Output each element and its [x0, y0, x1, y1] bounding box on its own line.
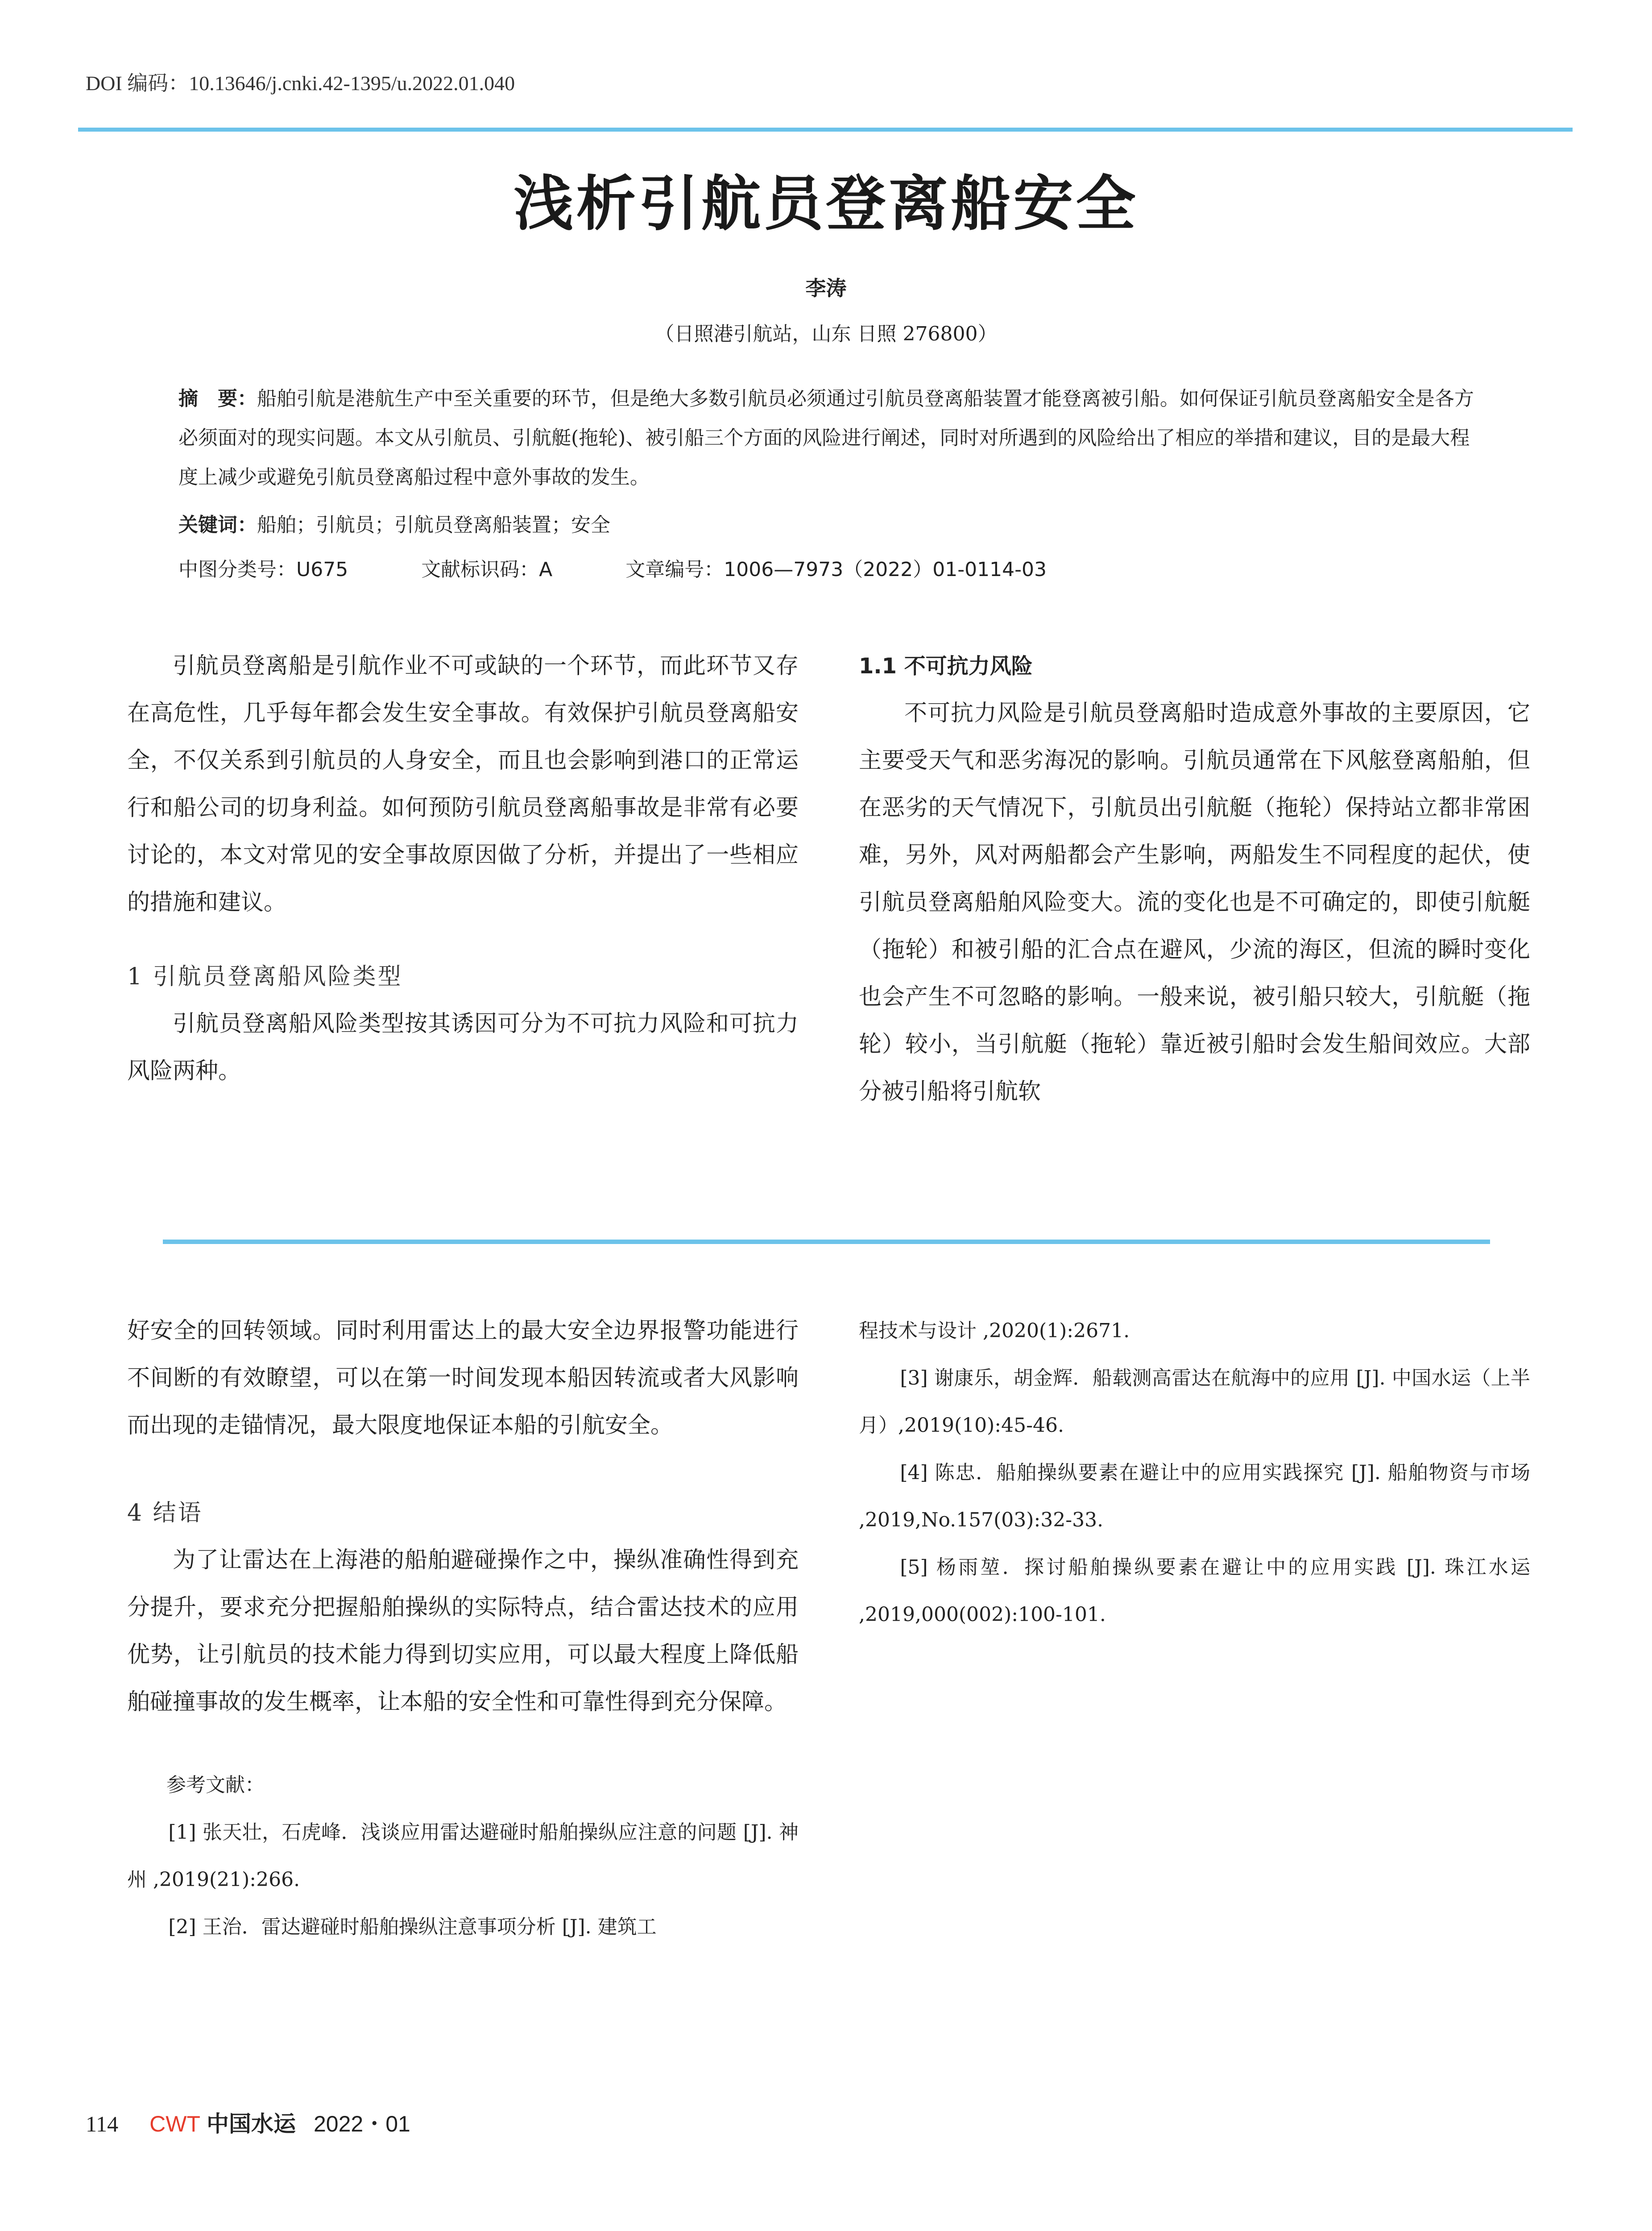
keywords — [178, 509, 610, 537]
section-1-paragraph: 引航员登离船风险类型按其诱因可分为不可抗力风险和可抗力风险两种。 — [127, 1011, 799, 1084]
intro-paragraph: 引航员登离船是引航作业不可或缺的一个环节，而此环节又存在高危性，几乎每年都会发生安全事故。有效保护引航员登离船安全，不仅关系到引航员的人身安全，而且也会影响到港口的正常运行和船公司的切身利益。如何预防引航员登离船事故是非常有必要讨论的，本文对常见的安全事故原因做了分析，并提出了一些相应的措施和建议。 — [127, 653, 799, 916]
references-right — [859, 1307, 1530, 1638]
abstract-label: 摘 要： — [178, 387, 257, 410]
abstract — [178, 379, 1486, 497]
clc-code: 中图分类号：U675 — [178, 558, 348, 581]
keywords-text: 船舶；引航员；引航员登离船装置；安全 — [257, 514, 610, 536]
journal-name: 中国水运 — [207, 2111, 296, 2137]
article-title: 浅析引航员登离船安全 — [513, 168, 1139, 239]
issue-date: 2022・01 — [314, 2111, 410, 2136]
article-number: 文章编号：1006—7973（2022）01-0114-03 — [625, 558, 1047, 581]
page-number: 114 — [86, 2111, 119, 2136]
section-4-paragraph: 为了让雷达在上海港的船舶避碰操作之中，操纵准确性得到充分提升，要求充分把握船舶操纵的实际特点，结合雷达技术的应用优势，让引航员的技术能力得到切实应用，可以最大程度上降低船舶碰撞事故的发生概率，让本船的安全性和可靠性得到充分保障。 — [127, 1547, 799, 1715]
classification-line — [178, 553, 1114, 582]
reference-5: [5] 杨雨堃．探讨船舶操纵要素在避让中的应用实践 [J]. 珠江水运 ,2019,000(002):100-101. — [859, 1556, 1530, 1626]
author: 李涛 — [805, 276, 847, 300]
doi-line: DOI 编码：10.13646/j.cnki.42-1395/u.2022.01.040 — [86, 72, 515, 95]
continued-paragraph: 好安全的回转领域。同时利用雷达上的最大安全边界报警功能进行不间断的有效瞭望，可以在第一时间发现本船因转流或者大风影响而出现的走锚情况，最大限度地保证本船的引航安全。 — [127, 1318, 799, 1439]
section-1-1-heading: 1.1 不可抗力风险 — [859, 654, 1033, 679]
keywords-label: 关键词： — [178, 514, 257, 536]
reference-1: [1] 张天壮，石虎峰．浅谈应用雷达避碰时船舶操纵应注意的问题 [J]. 神州 ,2019(21):266. — [127, 1821, 799, 1891]
cwt-logo: CWT — [149, 2111, 200, 2136]
references-left — [127, 1762, 799, 1951]
affiliation: （日照港引航站，山东 日照 276800） — [654, 323, 998, 345]
reference-2-continued: 程技术与设计 ,2020(1):2671. — [859, 1319, 1130, 1342]
section-1-1-paragraph: 不可抗力风险是引航员登离船时造成意外事故的主要原因，它主要受天气和恶劣海况的影响。引航员通常在下风舷登离船舶，但在恶劣的天气情况下，引航员出引航艇（拖轮）保持站立都非常困难，另外，风对两船都会产生影响，两船发生不同程度的起伏，使引航员登离船舶风险变大。流的变化也是不可确定的，即使引航艇（拖轮）和被引船的汇合点在避风，少流的海区，但流的瞬时变化也会产生不可忽略的影响。一般来说，被引船只较大，引航艇（拖轮）较小，当引航艇（拖轮）靠近被引船时会发生船间效应。大部分被引船将引航软 — [859, 700, 1530, 1105]
middle-rule — [163, 1240, 1490, 1244]
document-code: 文献标识码：A — [421, 558, 553, 581]
reference-2: [2] 王治．雷达避碰时船舶操纵注意事项分析 [J]. 建筑工 — [168, 1916, 657, 1938]
reference-3: [3] 谢康乐，胡金辉．船载测高雷达在航海中的应用 [J]. 中国水运（上半月）,2019(10):45-46. — [859, 1367, 1530, 1437]
reference-4: [4] 陈忠．船舶操纵要素在避让中的应用实践探究 [J]. 船舶物资与市场 ,2019,No.157(03):32-33. — [859, 1461, 1530, 1531]
abstract-text: 船舶引航是港航生产中至关重要的环节，但是绝大多数引航员必须通过引航员登离船装置才能登离被引船。如何保证引航员登离船安全是各方必须面对的现实问题。本文从引航员、引航艇(拖轮)、被引船三个方面的风险进行阐述，同时对所遇到的风险给出了相应的举措和建议，目的是最大程度上减少或避免引航员登离船过程中意外事故的发生。 — [178, 387, 1474, 489]
references-heading: 参考文献： — [166, 1774, 265, 1796]
upper-left-column — [127, 643, 799, 1095]
top-rule — [78, 128, 1573, 132]
section-4-heading: 4 结语 — [127, 1500, 203, 1526]
upper-right-column — [859, 643, 1530, 1116]
page-footer — [86, 2106, 410, 2138]
lower-left-column — [127, 1307, 799, 1951]
section-1-heading: 1 引航员登离船风险类型 — [127, 963, 403, 990]
